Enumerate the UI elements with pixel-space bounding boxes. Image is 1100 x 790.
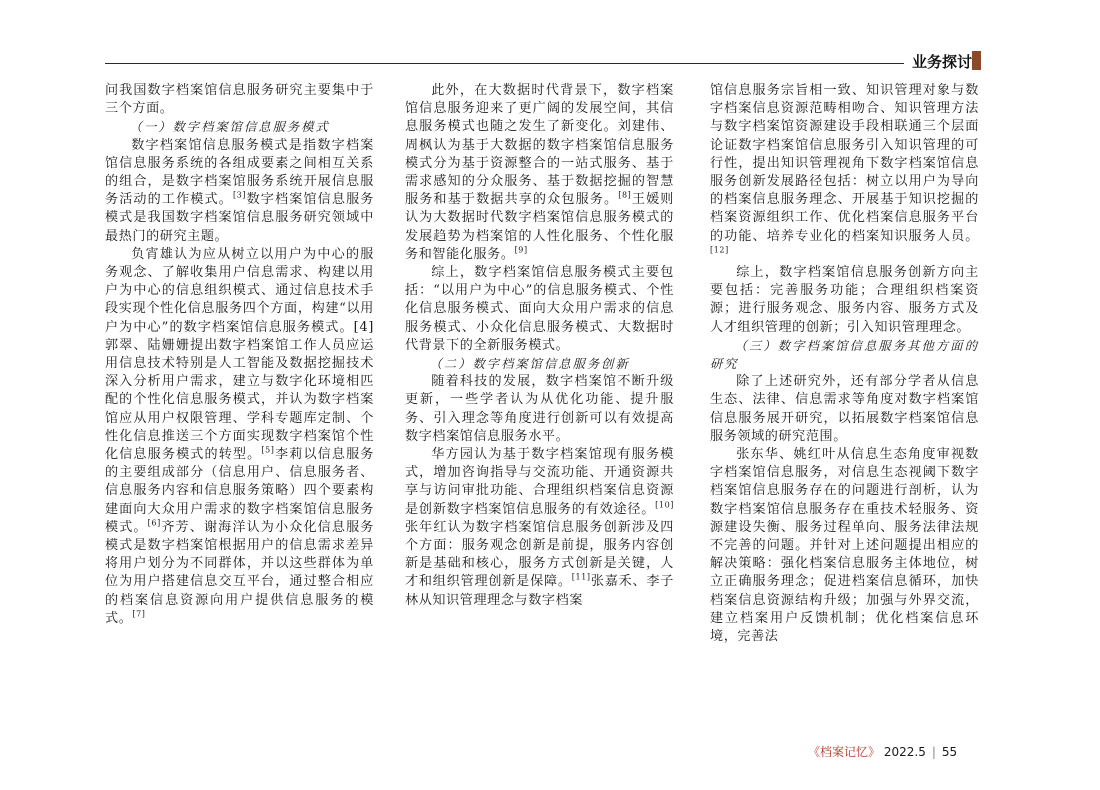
page-number: 55 [941,745,958,759]
paragraph-text: 数字档案馆信息服务模式是我国数字档案馆信息服务研究领域中最热门的研究主题。 [105,192,375,244]
paragraph [405,82,674,264]
paragraph [710,82,979,264]
page-footer: 《档案记忆》 2022.5 | 55 [808,745,958,759]
paragraph-text: 华方园认为基于数字档案馆现有服务模式，增加咨询指导与交流功能、开通资源共享与访问审批功能、合理组织档案信息资源是创新数字档案馆信息服务的有效途径。 [405,447,674,517]
section-heading [405,355,674,373]
paragraph-text: （一）数字档案馆信息服务模式 [129,120,330,135]
paragraph-text: 王媛则认为大数据时代数字档案馆信息服务模式的发展趋势为档案馆的人性化服务、个性化服务和智能化服务。 [405,192,675,262]
paragraph [710,373,979,446]
citation-ref: [7] [132,609,146,619]
paragraph [105,137,374,246]
paragraph-text: 随着科技的发展，数字档案馆不断升级更新，一些学者认为从优化功能、提升服务、引入理念等角度进行创新可以有效提高数字档案馆信息服务水平。 [405,374,674,444]
paragraph-text: 综上，数字档案馆信息服务创新方向主要包括：完善服务功能；合理组织档案资源；进行服务观念、服务内容、服务方式及人才组织管理的创新；引入知识管理理念。 [710,265,979,335]
paragraph-text: 此外，在大数据时代背景下，数字档案馆信息服务迎来了更广阔的发展空间，其信息服务模式也随之发生了新变化。刘建伟、周枫认为基于大数据的数字档案馆信息服务模式分为基于资源整合的一站式服务、基于需求感知的分众服务、基于数据挖掘的智慧服务和基于数据共享的众包服务。 [405,83,674,208]
citation-ref: [6] [147,518,161,528]
paragraph [405,446,674,610]
paragraph-text: （三）数字档案馆信息服务其他方面的研究 [710,338,979,372]
paragraph [710,264,979,337]
citation-ref: [10] [655,500,674,510]
magazine-name: 《档案记忆》 [808,745,881,759]
section-color-tag [972,51,981,70]
citation-ref: [11] [571,573,591,583]
paragraph-text: （二）数字档案馆信息服务创新 [429,357,630,372]
paragraph-text: 张嘉禾、李子林从知识管理理念与数字档案 [405,574,674,608]
citation-ref: [9] [514,245,528,255]
paragraph [710,446,979,646]
citation-ref: [5] [261,445,275,455]
text-column-3 [710,82,979,646]
section-title: 业务探讨 [904,51,972,72]
paragraph [405,264,674,355]
citation-ref: [8] [618,190,632,200]
citation-ref: [12] [710,245,729,255]
paragraph-text: 齐芳、谢海洋认为小众化信息服务模式是数字档案馆根据用户的信息需求差异将用户划分为不同群体，并以这些群体为单位为用户搭建信息交互平台，通过整合相应的档案信息资源向用户提供信息服务的模式。 [105,519,375,626]
paragraph-text: 张东华、姚红叶从信息生态角度审视数字档案馆信息服务，对信息生态视阈下数字档案馆信息服务存在的问题进行剖析，认为数字档案馆信息服务存在重技术轻服务、资源建设失衡、服务过程单向、服务法律法规不完善的问题。并针对上述问题提出相应的解决策略：强化档案信息服务主体地位，树立正确服务理念；促进档案信息循环，加快档案信息资源结构升级；加强与外界交流，建立档案用户反馈机制；优化档案信息环境，完善法 [710,447,979,645]
paragraph-text: 问我国数字档案馆信息服务研究主要集中于三个方面。 [105,83,374,117]
paragraph-text: 综上，数字档案馆信息服务模式主要包括：“以用户为中心”的信息服务模式、个性化信息服务模式、面向大众用户需求的信息服务模式、小众化信息服务模式、大数据时代背景下的全新服务模式。 [405,265,674,353]
issue-number: 2022.5 [883,745,926,759]
section-heading [105,118,374,136]
paragraph-text: 除了上述研究外，还有部分学者从信息生态、法律、信息需求等角度对数字档案馆信息服务展开研究，以拓展数字档案馆信息服务领域的研究范围。 [710,374,979,444]
paragraph-text: 馆信息服务宗旨相一致、知识管理对象与数字档案信息资源范畴相吻合、知识管理方法与数字档案馆资源建设手段相联通三个层面论证数字档案馆信息服务引入知识管理的可行性，提出知识管理视角下数字档案馆信息服务创新发展路径包括：树立以用户为导向的档案信息服务理念、开展基于知识挖掘的档案资源组织工作、优化档案信息服务平台的功能、培养专业化的档案知识服务人员。 [710,83,979,244]
text-column-1 [105,82,374,628]
paragraph-text: 负宵雄认为应从树立以用户为中心的服务观念、了解收集用户信息需求、构建以用户为中心的信息组织模式、通过信息技术手段实现个性化信息服务四个方面，构建“以用户为中心”的数字档案馆信息服务模式。[4] 郭翠、陆姗姗提出数字档案馆工作人员应运用信息技术特别是人工智能及数据挖掘技术深入分析用户需求，建立与数字化环境相匹配的个性化信息服务模式，并认为数字档案馆应从用户权限管理、学科专题库定制、个性化信息推送三个方面实现数字档案馆个性化信息服务模式的转型。 [105,246,374,463]
paragraph-text: 数字档案馆信息服务模式是指数字档案馆信息服务系统的各组成要素之间相互关系的组合，是数字档案馆服务系统开展信息服务活动的工作模式。 [105,137,374,208]
paragraph-text: 张年红认为数字档案馆信息服务创新涉及四个方面：服务观念创新是前提，服务内容创新是基础和核心，服务方式创新是关键，人才和组织管理创新是保障。 [405,519,674,590]
section-heading [710,337,979,373]
paragraph [105,82,374,118]
header-rule [105,63,965,64]
paragraph [405,373,674,446]
text-column-2 [405,82,674,610]
paragraph [105,246,374,628]
citation-ref: [3] [232,190,247,200]
paragraph-text: 李莉以信息服务的主要组成部分（信息用户、信息服务者、信息服务内容和信息服务策略）四个要素构建面向大众用户需求的数字档案馆信息服务模式。 [105,447,374,535]
